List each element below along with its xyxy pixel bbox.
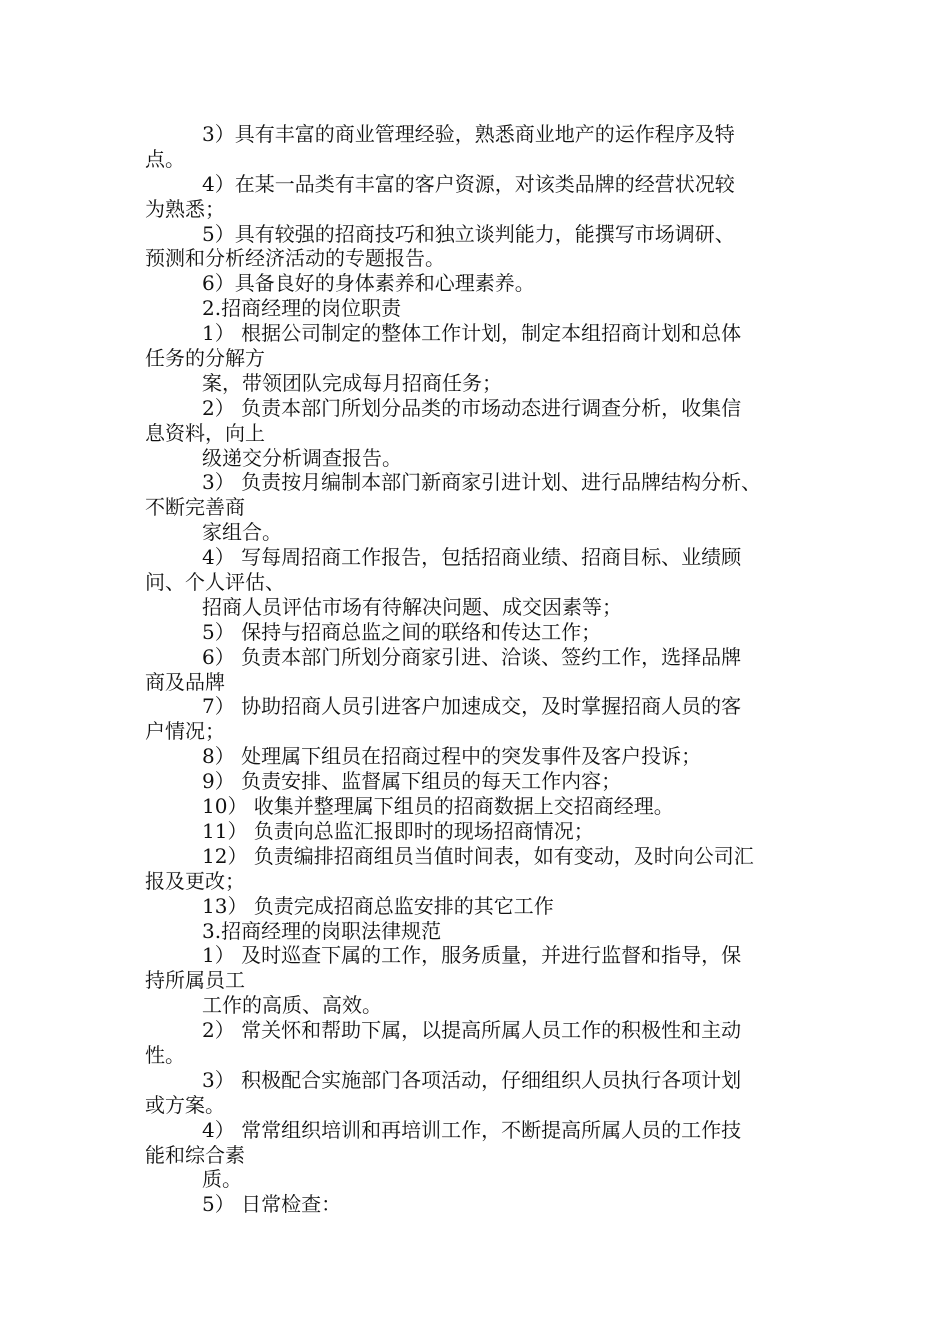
text-line: 性。 bbox=[145, 1042, 185, 1067]
text-line: 为熟悉； bbox=[145, 196, 225, 221]
text-line: 10） 收集并整理属下组员的招商数据上交招商经理。 bbox=[202, 794, 674, 819]
text-line: 2） 负责本部门所划分品类的市场动态进行调查分析，收集信 bbox=[202, 395, 742, 420]
text-line: 4） 常常组织培训和再培训工作，不断提高所属人员的工作技 bbox=[202, 1117, 742, 1142]
text-line: 3） 积极配合实施部门各项活动，仔细组织人员执行各项计划 bbox=[202, 1067, 742, 1092]
text-line: 5） 保持与招商总监之间的联络和传达工作； bbox=[202, 619, 602, 644]
text-line: 能和综合素 bbox=[145, 1142, 245, 1167]
text-line: 1） 根据公司制定的整体工作计划，制定本组招商计划和总体 bbox=[202, 321, 742, 346]
text-line: 3.招商经理的岗职法律规范 bbox=[202, 918, 442, 943]
document-body bbox=[145, 122, 810, 1217]
text-line: 预测和分析经济活动的专题报告。 bbox=[145, 246, 445, 271]
text-line: 11） 负责向总监汇报即时的现场招商情况； bbox=[202, 818, 594, 843]
text-line: 或方案。 bbox=[145, 1092, 225, 1117]
text-line: 2） 常关怀和帮助下属，以提高所属人员工作的积极性和主动 bbox=[202, 1018, 742, 1043]
text-line: 6）具备良好的身体素养和心理素养。 bbox=[202, 271, 535, 296]
text-line: 12） 负责编排招商组员当值时间表，如有变动，及时向公司汇 bbox=[202, 843, 754, 868]
text-line: 任务的分解方 bbox=[145, 346, 265, 371]
text-line: 招商人员评估市场有待解决问题、成交因素等； bbox=[202, 594, 622, 619]
text-line: 点。 bbox=[145, 146, 185, 171]
text-line: 1） 及时巡查下属的工作，服务质量，并进行监督和指导，保 bbox=[202, 943, 742, 968]
text-line: 家组合。 bbox=[202, 520, 282, 545]
text-line: 9） 负责安排、监督属下组员的每天工作内容； bbox=[202, 769, 622, 794]
text-line: 3）具有丰富的商业管理经验，熟悉商业地产的运作程序及特 bbox=[202, 122, 735, 146]
text-line: 持所属员工 bbox=[145, 968, 245, 993]
text-line: 案，带领团队完成每月招商任务； bbox=[202, 370, 502, 395]
text-line: 级递交分析调查报告。 bbox=[202, 445, 402, 470]
text-line: 5）具有较强的招商技巧和独立谈判能力，能撰写市场调研、 bbox=[202, 221, 735, 246]
text-line: 2.招商经理的岗位职责 bbox=[202, 296, 402, 321]
text-line: 13） 负责完成招商总监安排的其它工作 bbox=[202, 893, 554, 918]
text-line: 6） 负责本部门所划分商家引进、洽谈、签约工作，选择品牌 bbox=[202, 644, 742, 669]
text-line: 报及更改； bbox=[145, 868, 245, 893]
text-line: 5） 日常检查： bbox=[202, 1192, 342, 1217]
text-line: 3） 负责按月编制本部门新商家引进计划、进行品牌结构分析、 bbox=[202, 470, 762, 495]
text-line: 8） 处理属下组员在招商过程中的突发事件及客户投诉； bbox=[202, 744, 702, 769]
text-line: 7） 协助招商人员引进客户加速成交，及时掌握招商人员的客 bbox=[202, 694, 742, 719]
text-line: 商及品牌 bbox=[145, 669, 225, 694]
text-line: 户情况； bbox=[145, 719, 225, 744]
text-line: 不断完善商 bbox=[145, 495, 245, 520]
text-line: 工作的高质、高效。 bbox=[202, 993, 382, 1018]
text-line: 质。 bbox=[202, 1167, 242, 1192]
text-line: 问、个人评估、 bbox=[145, 570, 285, 595]
text-line: 4）在某一品类有丰富的客户资源，对该类品牌的经营状况较 bbox=[202, 171, 735, 196]
text-line: 息资料，向上 bbox=[145, 420, 265, 445]
text-line: 4） 写每周招商工作报告，包括招商业绩、招商目标、业绩顾 bbox=[202, 545, 742, 570]
